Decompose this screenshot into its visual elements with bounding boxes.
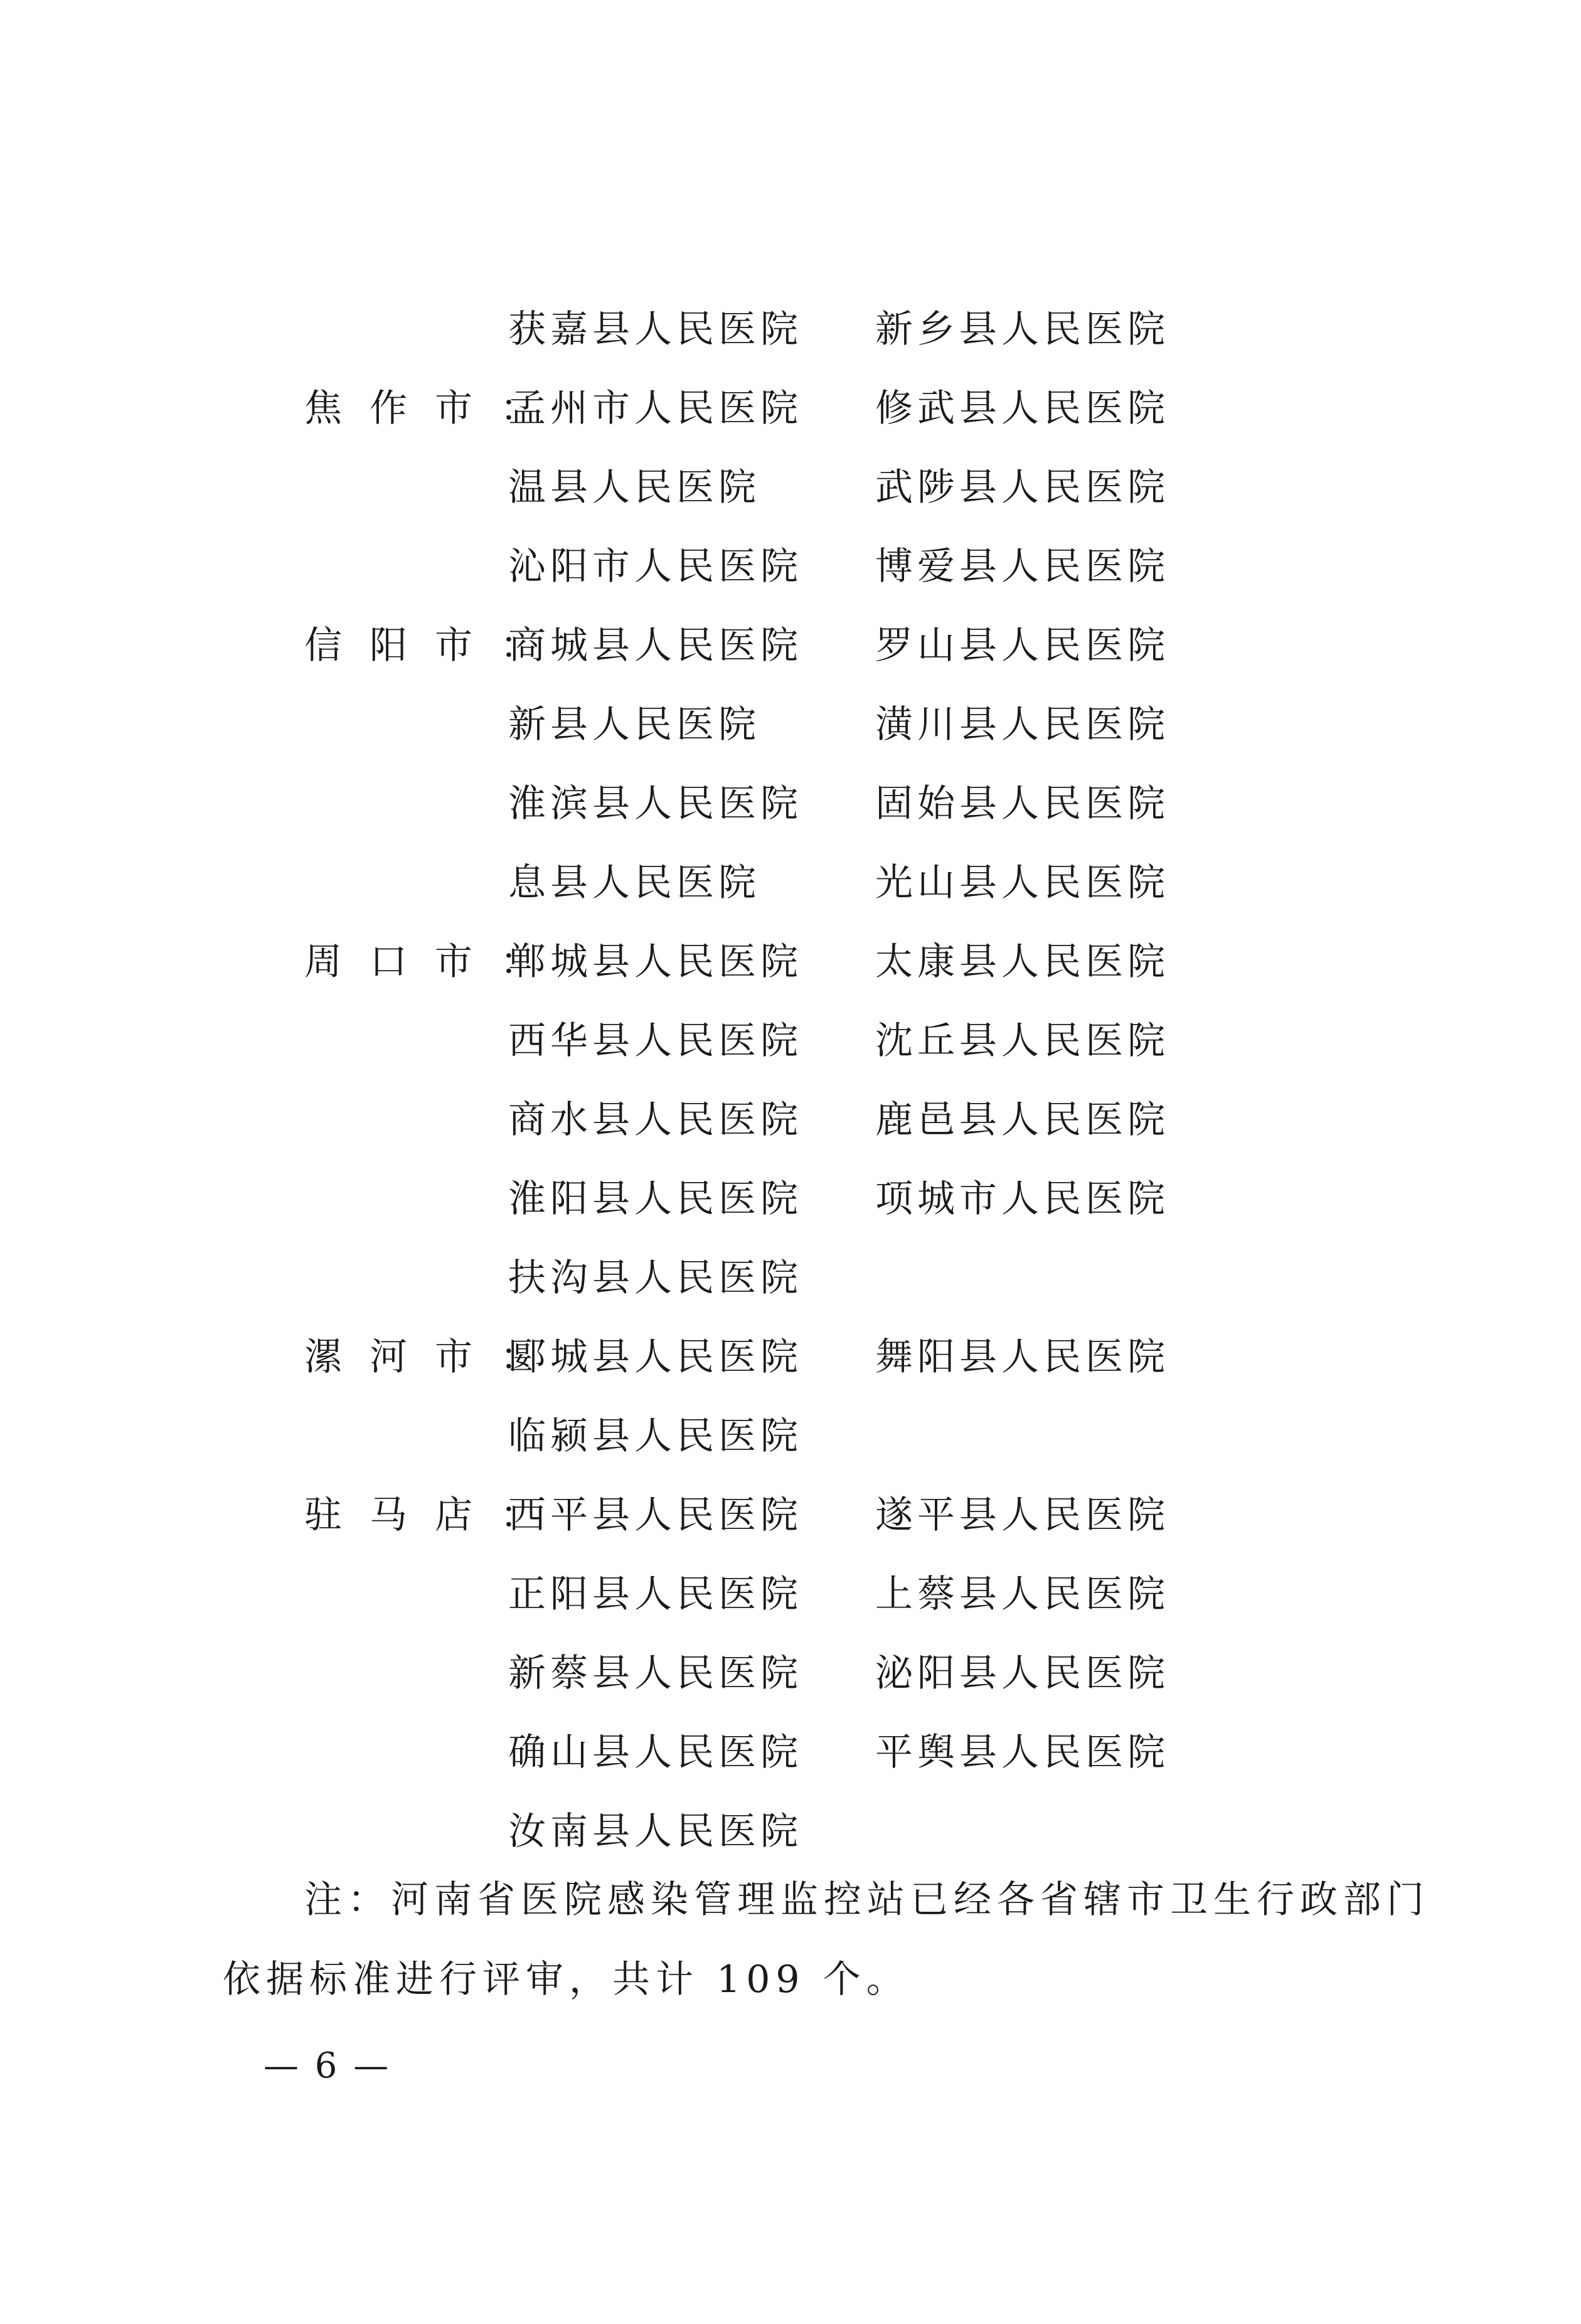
page-number: — 6 — bbox=[264, 2045, 391, 2086]
hospital-name: 息县人民医院 bbox=[508, 861, 760, 905]
note-line-1: 注：河南省医院感染管理监控站已经各省辖市卫生行政部门 bbox=[304, 1878, 1430, 1922]
list-row bbox=[0, 527, 1581, 606]
city-label: 信阳市： bbox=[304, 624, 565, 668]
hospital-name: 武陟县人民医院 bbox=[875, 466, 1169, 509]
list-row bbox=[0, 1318, 1581, 1397]
hospital-name: 商水县人民医院 bbox=[508, 1098, 802, 1142]
list-row bbox=[0, 448, 1581, 527]
list-row bbox=[0, 290, 1581, 369]
city-label: 驻马店： bbox=[304, 1493, 565, 1537]
hospital-name: 临颍县人民医院 bbox=[508, 1414, 802, 1458]
hospital-name: 孟州市人民医院 bbox=[508, 386, 802, 430]
list-row bbox=[0, 1397, 1581, 1476]
hospital-name: 泌阳县人民医院 bbox=[875, 1651, 1169, 1695]
hospital-name: 郸城县人民医院 bbox=[508, 940, 802, 984]
hospital-name: 新蔡县人民医院 bbox=[508, 1651, 802, 1695]
hospital-name: 潢川县人民医院 bbox=[875, 703, 1169, 747]
hospital-name: 温县人民医院 bbox=[508, 466, 760, 509]
list-row bbox=[0, 843, 1581, 922]
list-row bbox=[0, 1080, 1581, 1159]
city-label: 漯河市： bbox=[304, 1335, 565, 1379]
hospital-name: 获嘉县人民医院 bbox=[508, 307, 802, 351]
hospital-name: 光山县人民医院 bbox=[875, 861, 1169, 905]
list-row bbox=[0, 1634, 1581, 1713]
list-row bbox=[0, 1476, 1581, 1555]
hospital-name: 修武县人民医院 bbox=[875, 386, 1169, 430]
list-row bbox=[0, 1555, 1581, 1634]
city-label: 周口市： bbox=[304, 940, 565, 984]
list-row bbox=[0, 369, 1581, 448]
list-row bbox=[0, 606, 1581, 685]
hospital-name: 固始县人民医院 bbox=[875, 782, 1169, 826]
hospital-name: 商城县人民医院 bbox=[508, 624, 802, 668]
hospital-name: 新乡县人民医院 bbox=[875, 307, 1169, 351]
hospital-name: 扶沟县人民医院 bbox=[508, 1256, 802, 1300]
list-row bbox=[0, 1713, 1581, 1792]
hospital-name: 郾城县人民医院 bbox=[508, 1335, 802, 1379]
hospital-name: 西平县人民医院 bbox=[508, 1493, 802, 1537]
city-label: 焦作市： bbox=[304, 386, 565, 430]
note-line-2: 依据标准进行评审，共计 109 个。 bbox=[223, 1958, 910, 2002]
hospital-name: 确山县人民医院 bbox=[508, 1730, 802, 1774]
hospital-name: 平舆县人民医院 bbox=[875, 1730, 1169, 1774]
hospital-name: 沁阳市人民医院 bbox=[508, 545, 802, 589]
list-row bbox=[0, 764, 1581, 843]
hospital-name: 太康县人民医院 bbox=[875, 940, 1169, 984]
list-row bbox=[0, 1159, 1581, 1239]
hospital-name: 博爱县人民医院 bbox=[875, 545, 1169, 589]
hospital-name: 沈丘县人民医院 bbox=[875, 1019, 1169, 1063]
list-row bbox=[0, 922, 1581, 1001]
hospital-name: 舞阳县人民医院 bbox=[875, 1335, 1169, 1379]
list-row bbox=[0, 1792, 1581, 1871]
hospital-name: 淮阳县人民医院 bbox=[508, 1177, 802, 1221]
hospital-name: 正阳县人民医院 bbox=[508, 1572, 802, 1616]
list-row bbox=[0, 685, 1581, 764]
hospital-name: 遂平县人民医院 bbox=[875, 1493, 1169, 1537]
list-row bbox=[0, 1239, 1581, 1318]
list-row bbox=[0, 1001, 1581, 1080]
hospital-name: 淮滨县人民医院 bbox=[508, 782, 802, 826]
hospital-name: 项城市人民医院 bbox=[875, 1177, 1169, 1221]
hospital-name: 上蔡县人民医院 bbox=[875, 1572, 1169, 1616]
hospital-name: 鹿邑县人民医院 bbox=[875, 1098, 1169, 1142]
hospital-name: 罗山县人民医院 bbox=[875, 624, 1169, 668]
hospital-name: 汝南县人民医院 bbox=[508, 1810, 802, 1853]
hospital-name: 新县人民医院 bbox=[508, 703, 760, 747]
hospital-name: 西华县人民医院 bbox=[508, 1019, 802, 1063]
